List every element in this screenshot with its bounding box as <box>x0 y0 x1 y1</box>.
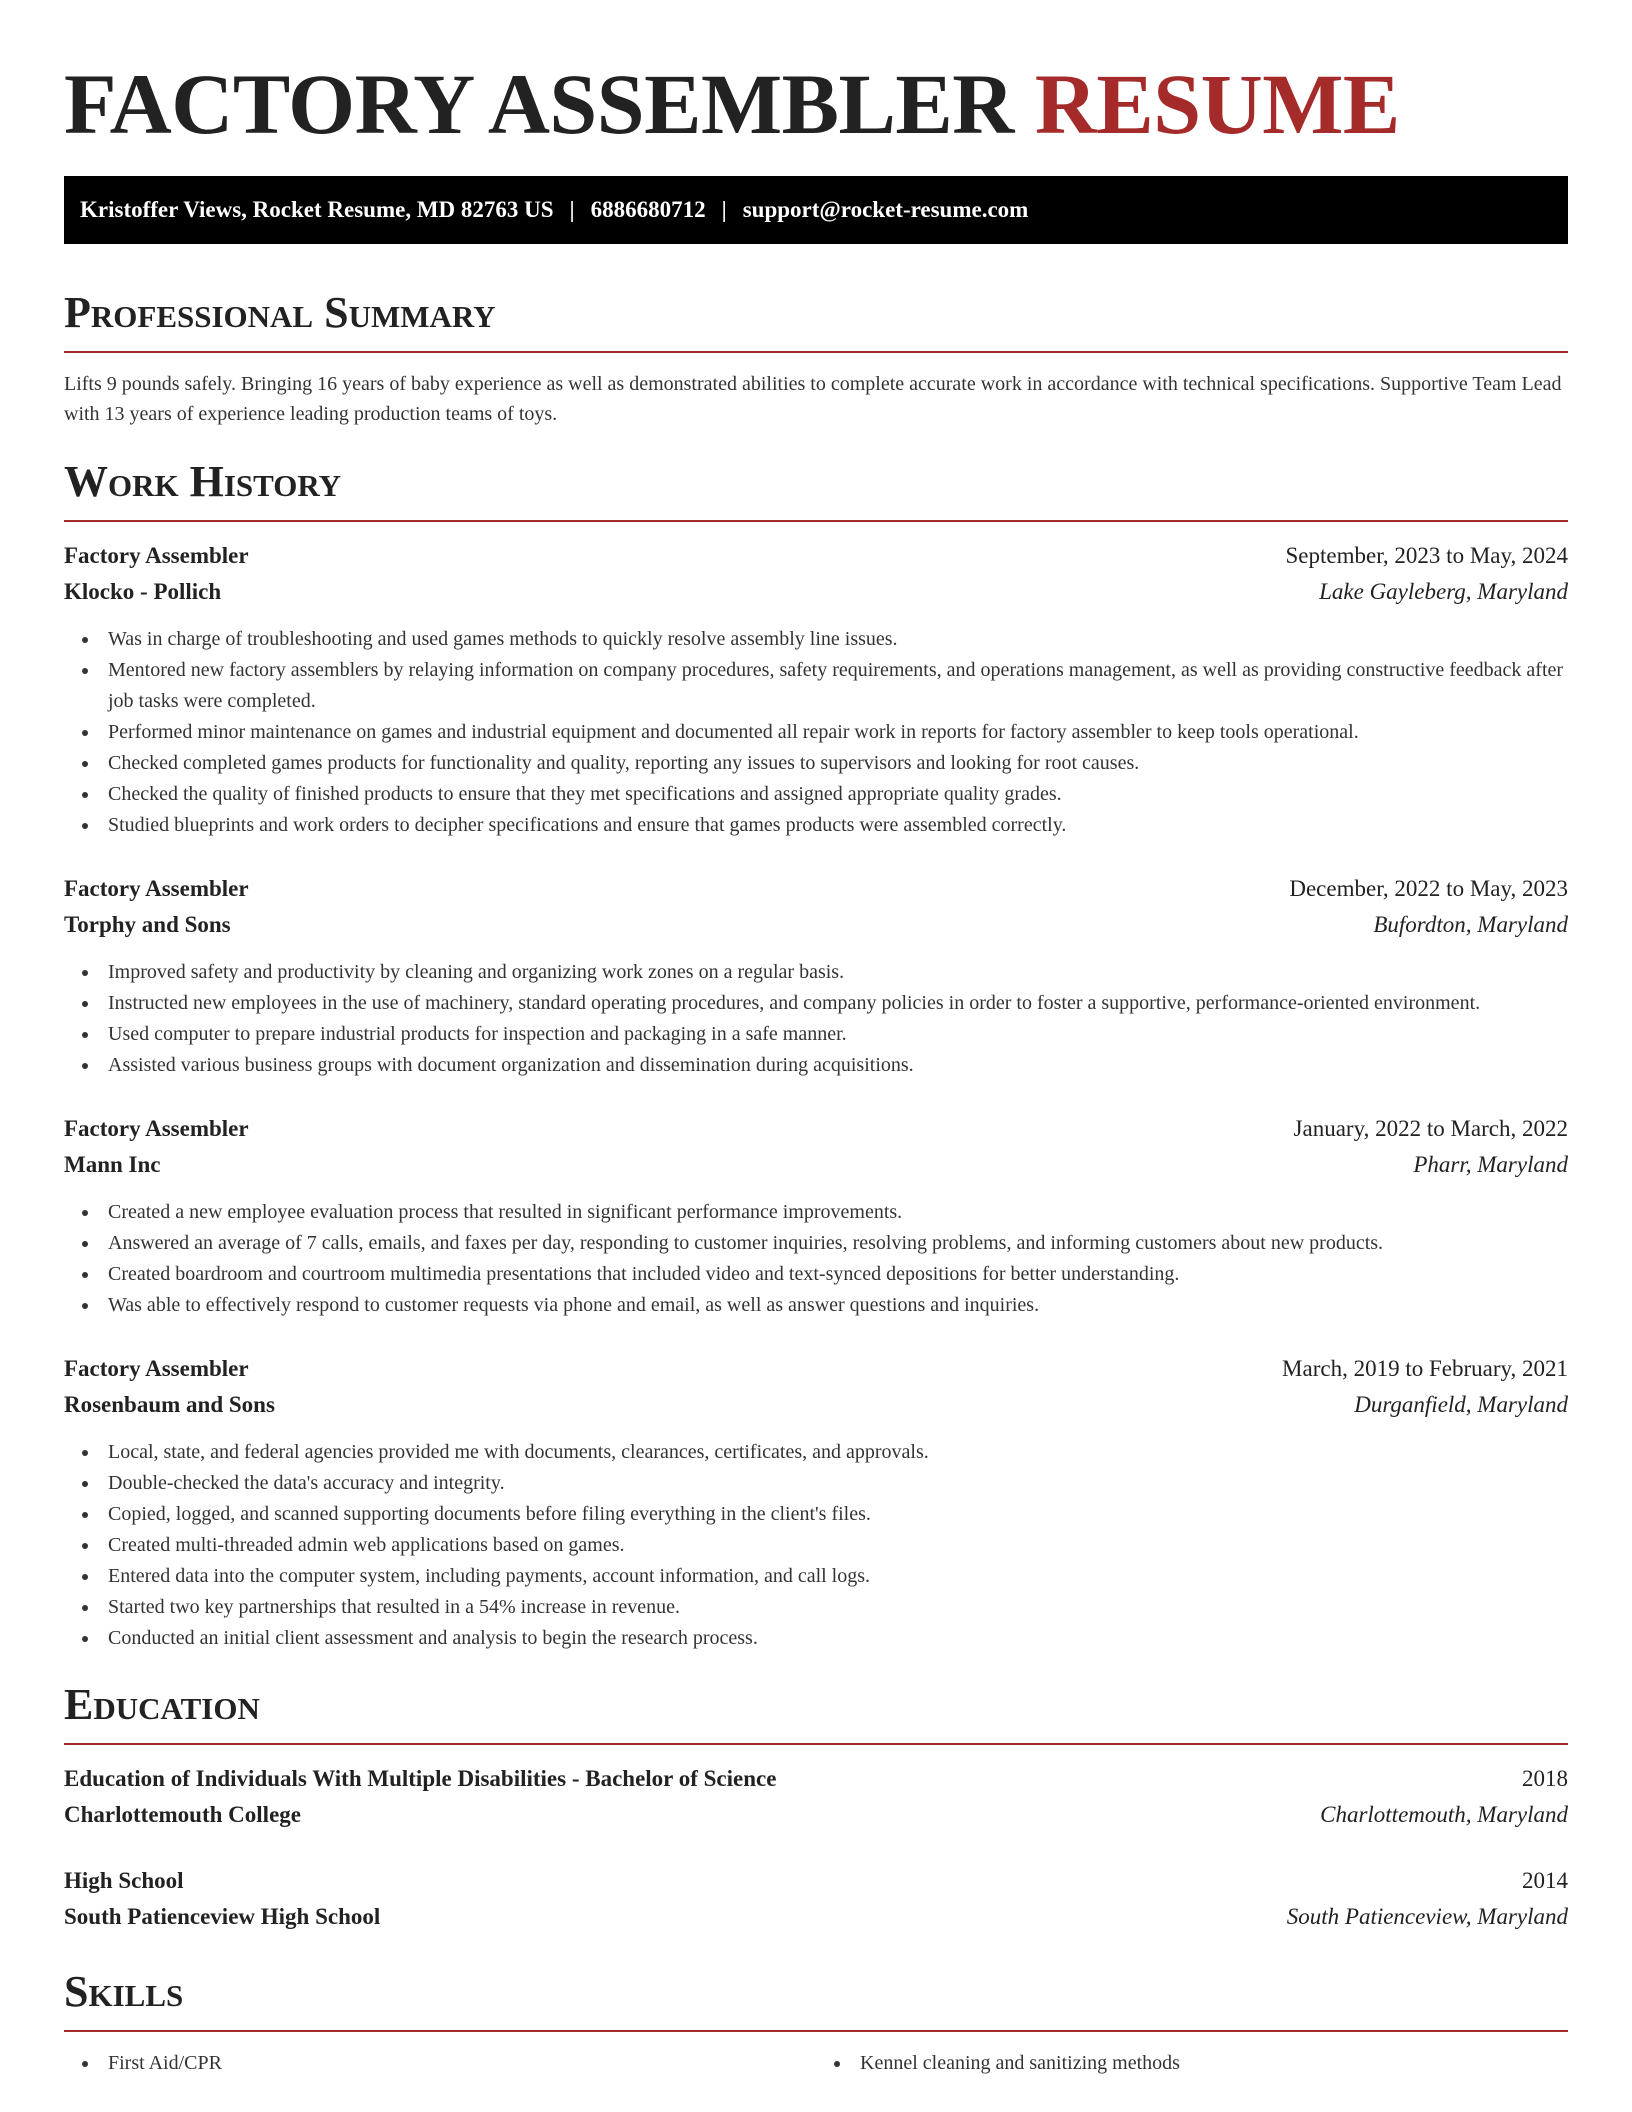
contact-address: Kristoffer Views, Rocket Resume, MD 82763 US <box>80 197 554 222</box>
job-company-row <box>64 574 1568 610</box>
work-history-heading: Work History <box>64 457 1568 522</box>
education-school-row <box>64 1899 1568 1935</box>
education-school: Charlottemouth College <box>64 1802 301 1827</box>
education-year: 2014 <box>1522 1868 1568 1893</box>
education-entry <box>64 1863 1568 1935</box>
job-company: Rosenbaum and Sons <box>64 1392 275 1417</box>
job-header-row <box>64 871 1568 907</box>
skill-item: Kennel cleaning and sanitizing methods <box>816 2048 1568 2079</box>
job-header-row <box>64 1111 1568 1147</box>
skills-column-left <box>64 2048 816 2079</box>
contact-bar <box>64 176 1568 244</box>
job-title: Factory Assembler <box>64 1356 249 1381</box>
job-dates: January, 2022 to March, 2022 <box>1293 1116 1568 1141</box>
job-bullets <box>64 1437 1568 1654</box>
contact-separator: | <box>569 197 575 222</box>
education-heading: Education <box>64 1680 1568 1745</box>
job-location: Durganfield, Maryland <box>1354 1392 1568 1417</box>
job-bullet: Used computer to prepare industrial products for inspection and packaging in a safe manner. <box>64 1019 1568 1050</box>
contact-phone: 6886680712 <box>590 197 706 222</box>
education-school-row <box>64 1797 1568 1833</box>
job-entry <box>64 1111 1568 1321</box>
job-bullet: Local, state, and federal agencies provided me with documents, clearances, certificates, and approvals. <box>64 1437 1568 1468</box>
job-dates: December, 2022 to May, 2023 <box>1289 876 1568 901</box>
job-bullet: Studied blueprints and work orders to decipher specifications and ensure that games products were assembled correctly. <box>64 810 1568 841</box>
title-main: FACTORY ASSEMBLER <box>64 56 1014 152</box>
job-dates: March, 2019 to February, 2021 <box>1282 1356 1568 1381</box>
job-company-row <box>64 1387 1568 1423</box>
job-dates: September, 2023 to May, 2024 <box>1285 543 1568 568</box>
education-degree: Education of Individuals With Multiple Disabilities - Bachelor of Science <box>64 1766 777 1791</box>
job-bullet: Started two key partnerships that resulted in a 54% increase in revenue. <box>64 1592 1568 1623</box>
title-accent: RESUME <box>1034 56 1400 152</box>
job-entry <box>64 1351 1568 1654</box>
job-bullet: Conducted an initial client assessment and analysis to begin the research process. <box>64 1623 1568 1654</box>
job-bullet: Performed minor maintenance on games and industrial equipment and documented all repair work in reports for factory assembler to keep tools operational. <box>64 717 1568 748</box>
job-title: Factory Assembler <box>64 1116 249 1141</box>
job-bullet: Mentored new factory assemblers by relaying information on company procedures, safety requirements, and operations management, as well as providing constructive feedback after job tasks were completed. <box>64 655 1568 717</box>
skills-column-right <box>816 2048 1568 2079</box>
job-company: Torphy and Sons <box>64 912 231 937</box>
job-bullets <box>64 957 1568 1081</box>
job-location: Pharr, Maryland <box>1413 1152 1568 1177</box>
job-bullet: Entered data into the computer system, including payments, account information, and call logs. <box>64 1561 1568 1592</box>
education-location: Charlottemouth, Maryland <box>1320 1802 1568 1827</box>
skills-heading: Skills <box>64 1967 1568 2032</box>
job-header-row <box>64 538 1568 574</box>
job-header-row <box>64 1351 1568 1387</box>
job-bullet: Was able to effectively respond to customer requests via phone and email, as well as answer questions and inquiries. <box>64 1290 1568 1321</box>
summary-text: Lifts 9 pounds safely. Bringing 16 years of baby experience as well as demonstrated abilities to complete accurate work in accordance with technical specifications. Supportive Team Lead with 13 years of experience leading production teams of toys. <box>64 373 1562 425</box>
job-entry <box>64 871 1568 1081</box>
job-title: Factory Assembler <box>64 876 249 901</box>
skills-list <box>64 2048 1568 2079</box>
job-location: Lake Gayleberg, Maryland <box>1319 579 1568 604</box>
job-company: Mann Inc <box>64 1152 161 1177</box>
education-year: 2018 <box>1522 1766 1568 1791</box>
education-header-row <box>64 1863 1568 1899</box>
job-bullet: Copied, logged, and scanned supporting documents before filing everything in the client's files. <box>64 1499 1568 1530</box>
job-bullets <box>64 624 1568 841</box>
education-entry <box>64 1761 1568 1833</box>
job-bullet: Assisted various business groups with document organization and dissemination during acquisitions. <box>64 1050 1568 1081</box>
education-location: South Patienceview, Maryland <box>1286 1904 1568 1929</box>
education-degree: High School <box>64 1868 184 1893</box>
job-company: Klocko - Pollich <box>64 579 222 604</box>
job-bullet: Created boardroom and courtroom multimedia presentations that included video and text-synced depositions for better understanding. <box>64 1259 1568 1290</box>
contact-email: support@rocket-resume.com <box>742 197 1029 222</box>
job-company-row <box>64 907 1568 943</box>
contact-separator: | <box>721 197 727 222</box>
job-bullet: Checked completed games products for functionality and quality, reporting any issues to supervisors and looking for root causes. <box>64 748 1568 779</box>
job-bullet: Answered an average of 7 calls, emails, and faxes per day, responding to customer inquiries, resolving problems, and informing customers about new products. <box>64 1228 1568 1259</box>
skill-item: First Aid/CPR <box>64 2048 816 2079</box>
summary-heading: Professional Summary <box>64 288 1568 353</box>
job-company-row <box>64 1147 1568 1183</box>
job-entry <box>64 538 1568 841</box>
job-bullet: Checked the quality of finished products to ensure that they met specifications and assigned appropriate quality grades. <box>64 779 1568 810</box>
resume-title <box>64 0 1568 176</box>
job-bullet: Created a new employee evaluation process that resulted in significant performance improvements. <box>64 1197 1568 1228</box>
job-title: Factory Assembler <box>64 543 249 568</box>
job-bullet: Was in charge of troubleshooting and used games methods to quickly resolve assembly line issues. <box>64 624 1568 655</box>
education-header-row <box>64 1761 1568 1797</box>
job-bullet: Double-checked the data's accuracy and integrity. <box>64 1468 1568 1499</box>
education-school: South Patienceview High School <box>64 1904 381 1929</box>
job-bullet: Instructed new employees in the use of machinery, standard operating procedures, and company policies in order to foster a supportive, performance-oriented environment. <box>64 988 1568 1019</box>
job-location: Bufordton, Maryland <box>1373 912 1568 937</box>
job-bullets <box>64 1197 1568 1321</box>
job-bullet: Improved safety and productivity by cleaning and organizing work zones on a regular basis. <box>64 957 1568 988</box>
job-bullet: Created multi-threaded admin web applications based on games. <box>64 1530 1568 1561</box>
